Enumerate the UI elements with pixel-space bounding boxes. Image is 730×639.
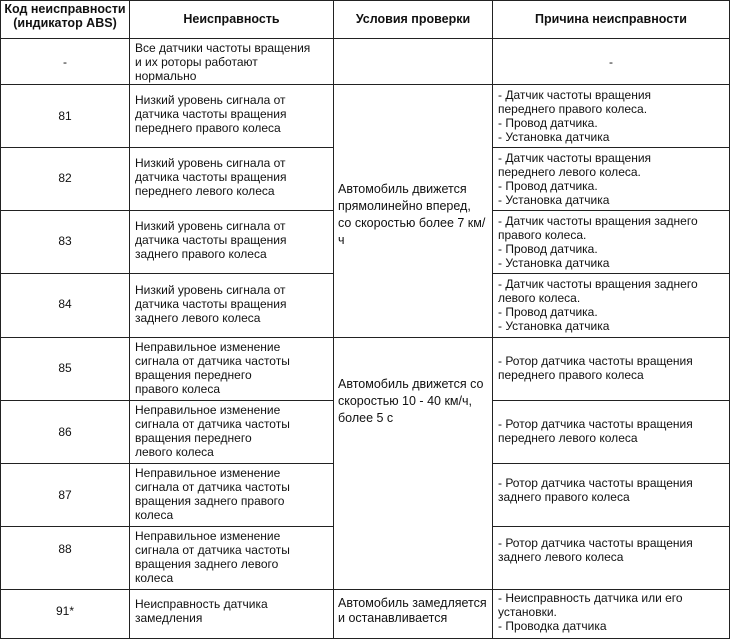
grid-line: [0, 463, 333, 464]
code-cell: 84: [58, 297, 72, 311]
conditions-low-signal: Автомобиль движется прямолинейно вперед, со скоростью более 7 км/ч: [338, 182, 486, 247]
cause-cell: - Ротор датчика частоты вращения заднего левого колеса: [498, 536, 693, 564]
header-conditions: Условия проверки: [355, 12, 471, 26]
cause-cell: - Ротор датчика частоты вращения переднего левого колеса: [498, 417, 693, 445]
fault-cell: Неправильное изменение сигнала от датчика частоты вращения переднего правого колеса: [135, 340, 290, 396]
grid-line: [0, 84, 730, 85]
grid-line: [0, 38, 730, 39]
cause-cell: - Датчик частоты вращения переднего левого колеса. - Провод датчика. - Установка датчика: [498, 151, 652, 207]
grid-line: [492, 400, 730, 401]
code-cell: -: [63, 55, 67, 69]
grid-line: [492, 210, 730, 211]
fault-cell: Низкий уровень сигнала от датчика частоты вращения заднего левого колеса: [135, 283, 287, 325]
grid-line: [492, 0, 493, 639]
grid-line: [0, 147, 333, 148]
fault-cell: Низкий уровень сигнала от датчика частоты вращения переднего левого колеса: [135, 156, 287, 198]
fault-cell: Неисправность датчика замедления: [135, 597, 268, 625]
cause-cell: - Ротор датчика частоты вращения переднего правого колеса: [498, 354, 693, 382]
code-cell: 82: [58, 171, 72, 185]
code-cell: 81: [58, 109, 72, 123]
code-cell: 85: [58, 361, 72, 375]
fault-cell: Все датчики частоты вращения и их роторы работают нормально: [135, 41, 311, 83]
cause-cell: - Неисправность датчика или его установки. - Проводка датчика: [498, 591, 683, 633]
grid-line: [0, 0, 730, 1]
header-fault: Неисправность: [183, 12, 280, 26]
grid-line: [492, 273, 730, 274]
grid-line: [492, 147, 730, 148]
fault-cell: Низкий уровень сигнала от датчика частоты вращения заднего правого колеса: [135, 219, 287, 261]
cause-cell: -: [609, 55, 613, 69]
cause-cell: - Датчик частоты вращения заднего правого колеса. - Провод датчика. - Установка датчика: [498, 214, 698, 270]
grid-line: [0, 526, 333, 527]
code-cell: 87: [58, 488, 72, 502]
grid-line: [0, 589, 730, 590]
fault-cell: Неправильное изменение сигнала от датчика частоты вращения заднего левого колеса: [135, 529, 290, 585]
grid-line: [0, 337, 730, 338]
fault-cell: Неправильное изменение сигнала от датчика частоты вращения переднего левого колеса: [135, 403, 290, 459]
code-cell: 83: [58, 234, 72, 248]
grid-line: [0, 400, 333, 401]
code-cell: 88: [58, 542, 72, 556]
grid-line: [492, 526, 730, 527]
cause-cell: - Ротор датчика частоты вращения заднего правого колеса: [498, 476, 693, 504]
header-code: Код неисправности (индикатор ABS): [4, 2, 126, 30]
grid-line: [0, 273, 333, 274]
grid-line: [492, 463, 730, 464]
code-cell: 86: [58, 425, 72, 439]
header-cause: Причина неисправности: [535, 12, 687, 26]
fault-cell: Низкий уровень сигнала от датчика частоты вращения переднего правого колеса: [135, 93, 287, 135]
code-cell: 91*: [55, 604, 75, 618]
cause-cell: - Датчик частоты вращения переднего правого колеса. - Провод датчика. - Установка датчика: [498, 88, 652, 144]
grid-line: [333, 0, 334, 639]
fault-cell: Неправильное изменение сигнала от датчика частоты вращения заднего правого колеса: [135, 466, 290, 522]
conditions-decel: Автомобиль замедляется и останавливается: [338, 596, 487, 625]
conditions-wrong-change: Автомобиль движется со скоростью 10 - 40 км/ч, более 5 с: [338, 377, 484, 425]
grid-line: [0, 210, 333, 211]
cause-cell: - Датчик частоты вращения заднего левого колеса. - Провод датчика. - Установка датчика: [498, 277, 698, 333]
